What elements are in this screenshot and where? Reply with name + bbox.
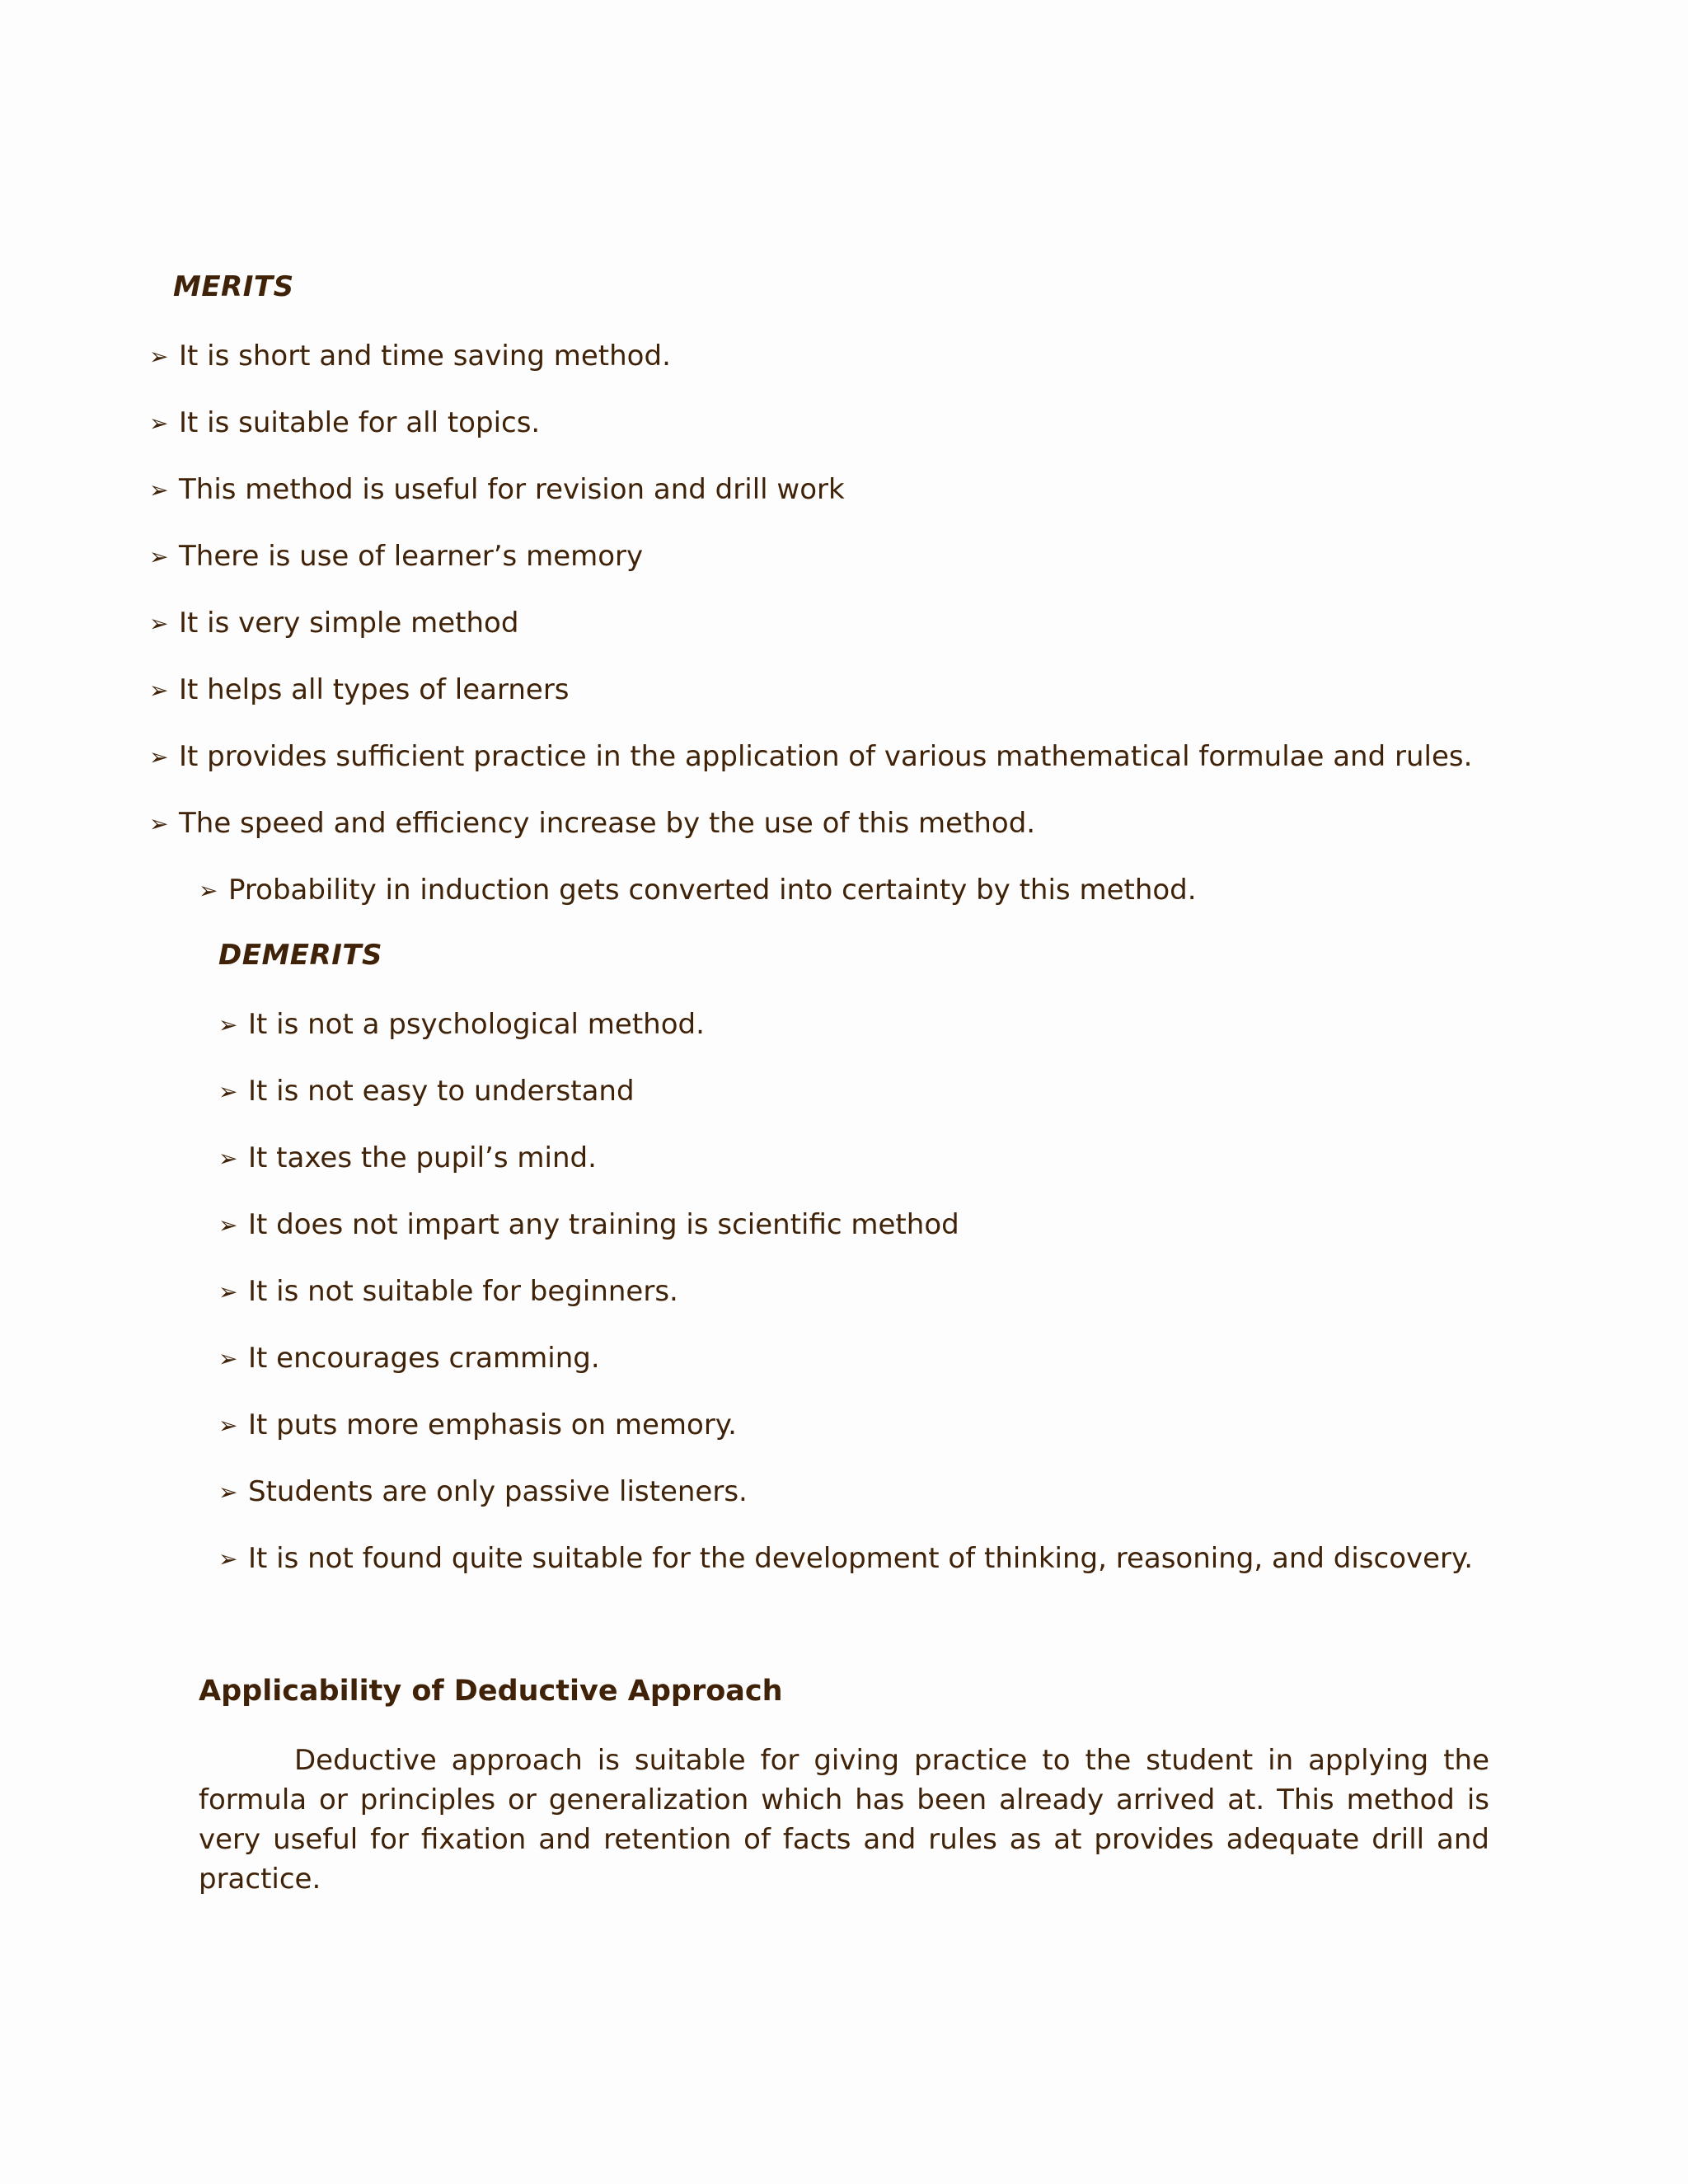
demerit-item: [218, 1071, 635, 1111]
demerit-item-text: It is not found quite suitable for the development of thinking, reasoning, and discovery.: [248, 1542, 1474, 1575]
demerit-item-text: Students are only passive listeners.: [248, 1475, 748, 1508]
arrow-bullet-icon: ➢: [149, 609, 169, 637]
arrow-bullet-icon: ➢: [199, 876, 218, 904]
merits-heading: MERITS: [173, 270, 294, 303]
demerits-heading: DEMERITS: [218, 939, 383, 972]
demerit-item-text: It taxes the pupil’s mind.: [248, 1141, 597, 1174]
demerit-item-text: It is not suitable for beginners.: [248, 1275, 678, 1308]
merit-item-text: This method is useful for revision and drill work: [179, 473, 845, 506]
arrow-bullet-icon: ➢: [218, 1411, 238, 1439]
merit-item: [149, 737, 1472, 776]
merit-item-text: It is short and time saving method.: [179, 340, 671, 373]
arrow-bullet-icon: ➢: [218, 1544, 238, 1572]
demerit-item: [218, 1005, 705, 1044]
merit-item-text: It is very simple method: [179, 607, 519, 640]
arrow-bullet-icon: ➢: [149, 542, 169, 570]
demerit-item-text: It encourages cramming.: [248, 1342, 600, 1375]
arrow-bullet-icon: ➢: [149, 743, 169, 771]
merit-item: [149, 336, 671, 376]
merit-item: [149, 670, 570, 710]
demerit-item-text: It does not impart any training is scientific method: [248, 1208, 959, 1241]
merit-item: [149, 537, 643, 576]
demerit-item-text: It is not easy to understand: [248, 1075, 635, 1108]
merit-item: [149, 403, 540, 443]
arrow-bullet-icon: ➢: [218, 1211, 238, 1239]
demerit-item: [218, 1405, 737, 1445]
demerit-item-text: It puts more emphasis on memory.: [248, 1408, 737, 1441]
merit-item-text: The speed and efficiency increase by the use of this method.: [179, 807, 1036, 840]
merit-item: [149, 603, 518, 643]
merit-item-text: It provides sufficient practice in the application of various mathematical formulae and rules.: [179, 740, 1473, 773]
demerit-item-text: It is not a psychological method.: [248, 1008, 705, 1041]
arrow-bullet-icon: ➢: [149, 476, 169, 504]
demerit-item: [218, 1472, 748, 1511]
arrow-bullet-icon: ➢: [218, 1277, 238, 1305]
arrow-bullet-icon: ➢: [149, 676, 169, 704]
merit-item-text: Probability in induction gets converted into certainty by this method.: [228, 874, 1197, 907]
merit-item: [199, 870, 1197, 910]
demerit-item: [218, 1138, 597, 1178]
applicability-paragraph: Deductive approach is suitable for giving practice to the student in applying the formula or principles or generalization which has been already arrived at. This method is very useful for fixation and retention of facts and rules as at provides adequate drill and practice.: [199, 1744, 1489, 1896]
merit-item-text: It is suitable for all topics.: [179, 406, 541, 439]
merit-item: [149, 470, 845, 509]
merit-item-text: There is use of learner’s memory: [179, 540, 644, 573]
arrow-bullet-icon: ➢: [218, 1077, 238, 1105]
demerit-item: [218, 1539, 1473, 1578]
applicability-title: Applicability of Deductive Approach: [199, 1675, 783, 1708]
arrow-bullet-icon: ➢: [149, 409, 169, 437]
arrow-bullet-icon: ➢: [218, 1344, 238, 1372]
arrow-bullet-icon: ➢: [149, 809, 169, 837]
merit-item: [149, 804, 1035, 843]
arrow-bullet-icon: ➢: [218, 1144, 238, 1172]
arrow-bullet-icon: ➢: [149, 342, 169, 370]
demerit-item: [218, 1272, 678, 1311]
demerit-item: [218, 1205, 959, 1244]
arrow-bullet-icon: ➢: [218, 1478, 238, 1506]
arrow-bullet-icon: ➢: [218, 1010, 238, 1038]
merit-item-text: It helps all types of learners: [179, 673, 570, 706]
demerit-item: [218, 1338, 600, 1378]
